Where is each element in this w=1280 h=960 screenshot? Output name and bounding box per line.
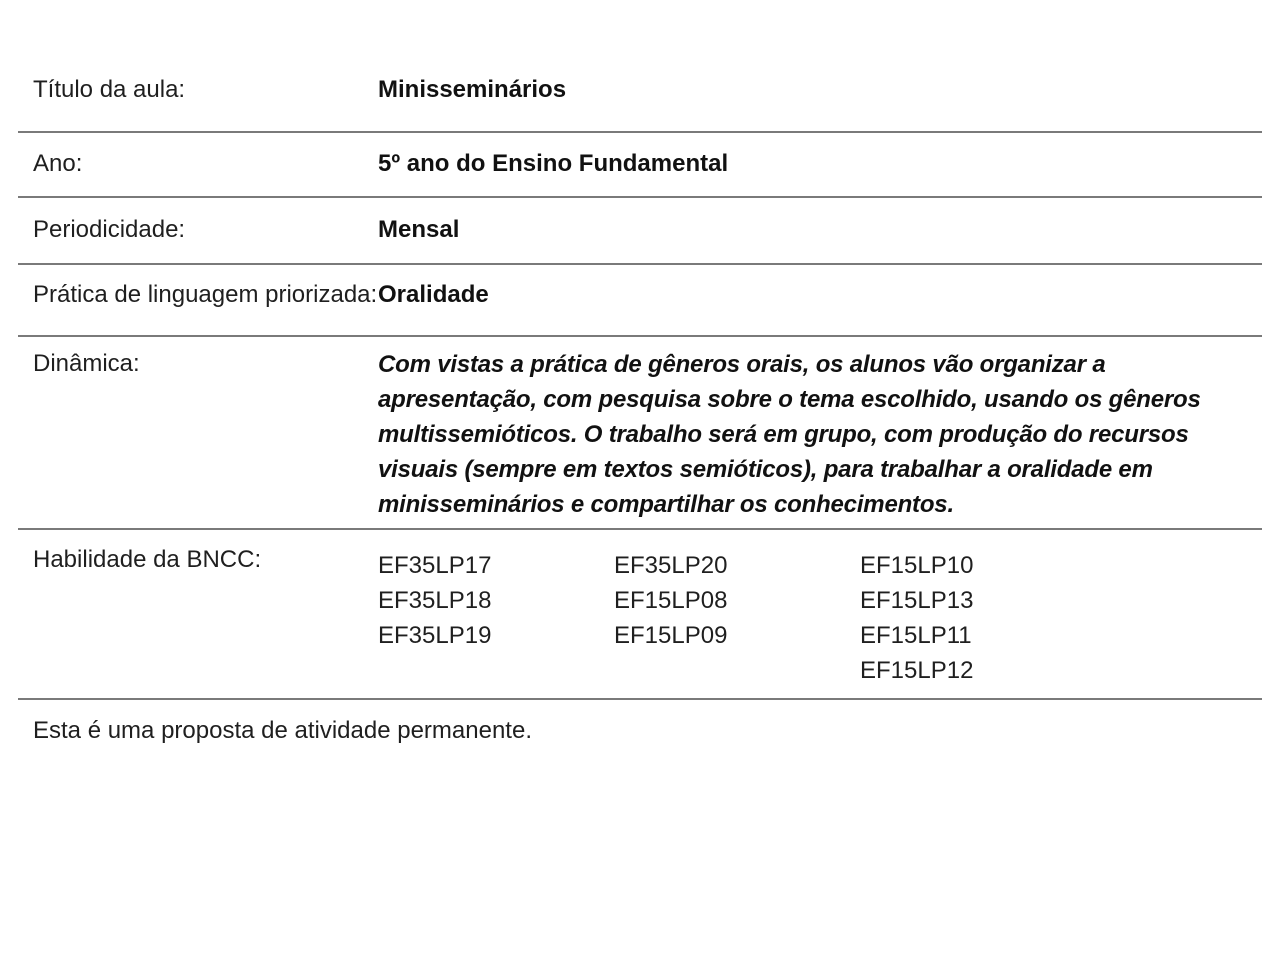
bncc-code: EF35LP18 [378,587,492,614]
bncc-code: EF35LP20 [614,552,728,579]
bncc-code: EF15LP12 [860,657,974,684]
bncc-code: EF15LP10 [860,552,974,579]
bncc-code: EF15LP08 [614,587,728,614]
field-value-ano: 5º ano do Ensino Fundamental [378,150,729,177]
bncc-code: EF15LP11 [860,622,972,649]
lesson-plan-table [18,0,1262,748]
bncc-code: EF15LP09 [614,622,728,649]
field-label-periodicidade: Periodicidade: [33,216,186,243]
bncc-code-columns [378,548,1262,688]
footer-note: Esta é uma proposta de atividade permanente. [33,717,532,744]
field-label-ano: Ano: [33,150,83,177]
row-titulo-da-aula [18,0,1262,133]
bncc-code: EF15LP13 [860,587,974,614]
row-dinamica [18,337,1262,530]
bncc-column-3 [860,548,973,688]
row-pratica-de-linguagem [18,265,1262,337]
bncc-code: EF35LP17 [378,552,492,579]
row-periodicidade [18,198,1262,265]
field-label-dinamica: Dinâmica: [33,350,140,377]
bncc-code: EF35LP19 [378,622,492,649]
field-label-titulo: Título da aula: [33,76,186,103]
field-value-titulo: Minisseminários [378,76,567,103]
bncc-column-2 [614,548,860,688]
field-value-pratica: Oralidade [378,281,489,308]
field-label-pratica: Prática de linguagem priorizada: [33,281,378,308]
field-label-bncc: Habilidade da BNCC: [33,546,262,573]
row-habilidade-bncc [18,530,1262,700]
field-value-periodicidade: Mensal [378,216,460,243]
bncc-column-1 [378,548,614,688]
field-value-dinamica: Com vistas a prática de gêneros orais, os alunos vão organizar a apresentação, com pesquisa sobre o tema escolhido, usando os gêneros multissemióticos. O trabalho será em grupo, com produção do recursos visuais (sempre em textos semióticos), para trabalhar a oralidade em minisseminários e compartilhar os conhecimentos. [378,351,1201,518]
row-ano [18,133,1262,198]
